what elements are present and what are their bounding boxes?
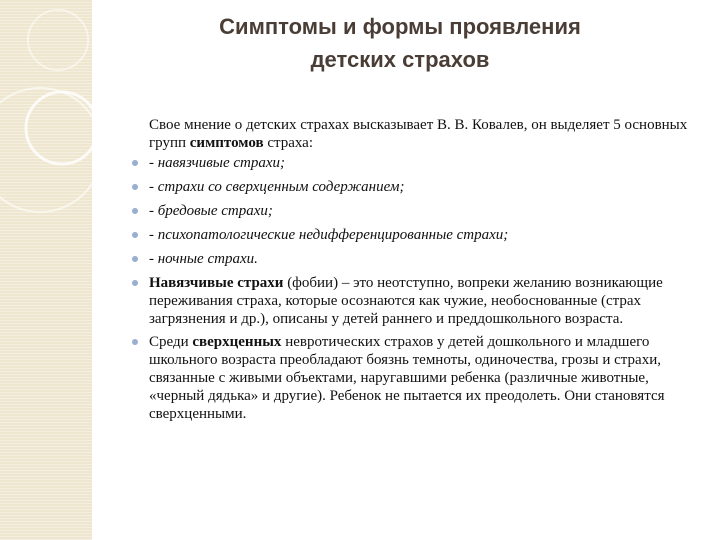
list-item	[130, 154, 690, 172]
decorative-side-band	[0, 0, 92, 540]
bullet-dot-icon	[132, 208, 138, 214]
para2-text-1: Среди	[149, 334, 193, 350]
slide-body	[130, 116, 690, 428]
intro-text-2: страха:	[263, 135, 313, 151]
symptom-item-2: - страхи со сверхценным содержанием;	[149, 179, 405, 195]
bullet-dot-icon	[132, 339, 138, 345]
bullet-list	[130, 154, 690, 423]
intro-paragraph	[130, 116, 690, 152]
decor-circle-1	[26, 92, 92, 164]
symptom-item-5: - ночные страхи.	[149, 251, 258, 267]
list-item	[130, 202, 690, 220]
bullet-dot-icon	[132, 160, 138, 166]
intro-text-1: Свое мнение о детских страхах высказывает В. В. Ковалев, он выделяет 5 основных групп	[149, 117, 688, 151]
bullet-dot-icon	[132, 280, 138, 286]
para2-bold: сверхценных	[192, 334, 282, 350]
decorative-circles	[0, 0, 92, 540]
para1-text: (фобии) – это неотступно, вопреки желанию возникающие переживания страха, которые осознаются как чужие, необоснованные (страх загрязнения и др.), описаны у детей раннего и преддошкольного возраста.	[149, 275, 663, 327]
intro-bold: симптомов	[189, 135, 264, 151]
symptom-item-3: - бредовые страхи;	[149, 203, 273, 219]
bullet-dot-icon	[132, 256, 138, 262]
bullet-dot-icon	[132, 184, 138, 190]
symptom-item-4: - психопатологические недифференцированные страхи;	[149, 227, 509, 243]
list-item	[130, 178, 690, 196]
title-line-1: Симптомы и формы проявления	[219, 14, 581, 39]
list-item	[130, 274, 690, 328]
symptom-item-1: - навязчивые страхи;	[149, 155, 286, 171]
decor-circle-3	[28, 10, 88, 70]
slide-title	[130, 10, 670, 76]
title-line-2: детских страхов	[310, 47, 490, 72]
para1-bold: Навязчивые страхи	[149, 275, 284, 291]
bullet-dot-icon	[132, 232, 138, 238]
para2-text-2: невротических страхов у детей дошкольного и младшего школьного возраста преобладают боязнь темноты, одиночества, грозы и страхи, связанные с живыми объектами, наругавшими ребенка (различные животные, «черный дядька» и другие). Ребенок не пытается их преодолеть. Они становятся сверхценными.	[149, 334, 665, 422]
list-item	[130, 226, 690, 244]
decor-circle-2	[0, 88, 92, 212]
list-item	[130, 333, 690, 423]
list-item	[130, 250, 690, 268]
